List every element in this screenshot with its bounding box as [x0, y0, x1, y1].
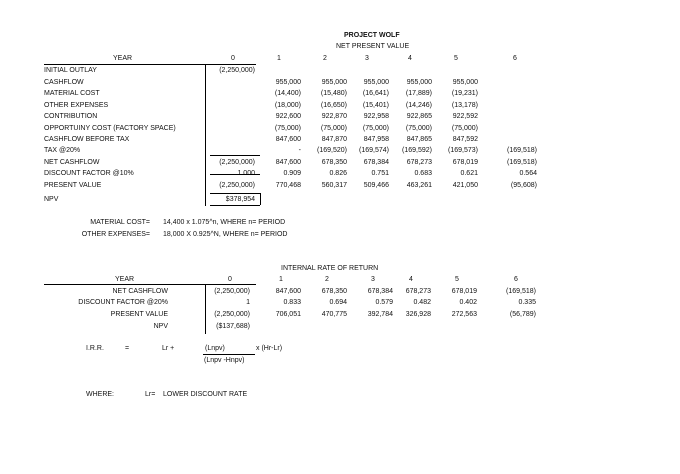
npv-row-label: CASHFLOW — [44, 79, 84, 86]
irr-formula-denominator: (Lnpv -Hnpv) — [204, 357, 245, 364]
irr-cell: 470,775 — [321, 311, 347, 318]
npv-row-label: DISCOUNT FACTOR @10% — [44, 170, 134, 177]
npv-cell: 847,865 — [406, 136, 432, 143]
npv-subtitle: NET PRESENT VALUE — [336, 43, 410, 50]
irr-cell: 1 — [246, 299, 250, 306]
irr-cell: 0.335 — [518, 299, 536, 306]
npv-cell: (75,000) — [451, 125, 478, 132]
irr-cell: 0.402 — [459, 299, 477, 306]
npv-cell: (169,518) — [507, 147, 537, 154]
npv-cell: 463,261 — [406, 182, 432, 189]
npv-cell: 955,000 — [275, 79, 301, 86]
npv-year-label: YEAR — [113, 55, 133, 62]
npv-cell: (15,401) — [362, 102, 389, 109]
npv-cell: 509,466 — [363, 182, 389, 189]
npv-year-6: 6 — [513, 55, 517, 62]
npv-row-label: OTHER EXPENSES — [44, 102, 109, 109]
npv-year-4: 4 — [408, 55, 412, 62]
npv-row-label: INITIAL OUTLAY — [44, 67, 97, 74]
npv-year-1: 1 — [277, 55, 281, 62]
irr-cell: 0.482 — [413, 299, 431, 306]
npv-total-bottom-rule — [210, 205, 260, 206]
npv-cell: 847,870 — [321, 136, 347, 143]
npv-present-value-rule — [210, 174, 260, 175]
npv-row-label: PRESENT VALUE — [44, 182, 102, 189]
npv-cell: (75,000) — [405, 125, 432, 132]
irr-cell: 678,384 — [367, 288, 393, 295]
irr-cell: 0.833 — [283, 299, 301, 306]
npv-cell: 922,865 — [406, 113, 432, 120]
npv-total-right-rule — [260, 193, 261, 205]
irr-cell: 847,600 — [275, 288, 301, 295]
npv-cell: - — [298, 147, 301, 154]
irr-cell: 272,563 — [451, 311, 477, 318]
npv-cell: 0.621 — [460, 170, 478, 177]
irr-title: INTERNAL RATE OF RETURN — [281, 265, 379, 272]
npv-cell: 0.564 — [519, 170, 537, 177]
irr-cell: 326,928 — [405, 311, 431, 318]
npv-cell: (15,480) — [320, 90, 347, 97]
where-label: WHERE: — [86, 391, 114, 398]
npv-year-5: 5 — [454, 55, 458, 62]
irr-cell: 0.579 — [375, 299, 393, 306]
npv-cell: (169,518) — [507, 159, 537, 166]
npv-row-label: MATERIAL COST — [44, 90, 100, 97]
irr-year-0: 0 — [228, 276, 232, 283]
irr-year-1: 1 — [279, 276, 283, 283]
irr-formula-multiplier: x (Hr-Lr) — [256, 345, 283, 352]
irr-header-rule — [44, 284, 256, 285]
npv-cell: (2,250,000) — [219, 182, 255, 189]
irr-cell: 0.694 — [329, 299, 347, 306]
npv-cell: (75,000) — [320, 125, 347, 132]
irr-cell: 392,784 — [367, 311, 393, 318]
irr-year-4: 4 — [409, 276, 413, 283]
irr-cell: 706,051 — [275, 311, 301, 318]
npv-cell: 678,019 — [452, 159, 478, 166]
npv-cell: (14,246) — [405, 102, 432, 109]
irr-year-6: 6 — [514, 276, 518, 283]
npv-header-rule — [44, 64, 256, 65]
npv-cell: (75,000) — [274, 125, 301, 132]
where-text: LOWER DISCOUNT RATE — [163, 391, 248, 398]
irr-formula-lr-plus: Lr + — [162, 345, 175, 352]
npv-cell: 0.683 — [414, 170, 432, 177]
npv-year-3: 3 — [365, 55, 369, 62]
npv-cell: (13,178) — [451, 102, 478, 109]
note-other-expenses-label: OTHER EXPENSES= — [81, 231, 150, 238]
npv-cell: 770,468 — [275, 182, 301, 189]
npv-cell: 922,958 — [363, 113, 389, 120]
irr-row-label: DISCOUNT FACTOR @20% — [78, 299, 168, 306]
npv-net-cashflow-rule — [210, 155, 260, 156]
npv-cell: (169,520) — [317, 147, 347, 154]
irr-row-label: PRESENT VALUE — [110, 311, 168, 318]
npv-row-label: OPPORTUINY COST (FACTORY SPACE) — [44, 125, 176, 132]
irr-cell: ($137,688) — [216, 323, 250, 330]
npv-total-rule — [210, 193, 260, 194]
npv-cell: (95,608) — [510, 182, 537, 189]
irr-formula-label: I.R.R. — [86, 345, 104, 352]
npv-cell: (16,650) — [320, 102, 347, 109]
npv-cell: 955,000 — [452, 79, 478, 86]
npv-cell: 955,000 — [406, 79, 432, 86]
irr-year-2: 2 — [325, 276, 329, 283]
npv-cell: 922,600 — [275, 113, 301, 120]
npv-title: PROJECT WOLF — [344, 32, 400, 39]
irr-formula-equals: = — [125, 345, 130, 352]
irr-row-label: NET CASHFLOW — [112, 288, 168, 295]
npv-row-label: CASHFLOW BEFORE TAX — [44, 136, 130, 143]
npv-row-label: NPV — [44, 196, 59, 203]
irr-cell: (169,518) — [506, 288, 536, 295]
npv-cell: (16,641) — [362, 90, 389, 97]
irr-year-3: 3 — [371, 276, 375, 283]
npv-cell: (17,889) — [405, 90, 432, 97]
irr-fraction-bar — [203, 354, 255, 355]
npv-cell: 0.751 — [371, 170, 389, 177]
npv-cell: 847,592 — [452, 136, 478, 143]
npv-row-label: NET CASHFLOW — [44, 159, 100, 166]
npv-cell: 678,384 — [363, 159, 389, 166]
irr-cell: (2,250,000) — [214, 311, 250, 318]
irr-row-label: NPV — [153, 323, 168, 330]
npv-cell: 847,600 — [275, 136, 301, 143]
npv-cell: 678,350 — [321, 159, 347, 166]
npv-cell: 678,273 — [406, 159, 432, 166]
npv-cell: 847,958 — [363, 136, 389, 143]
npv-row-label: CONTRIBUTION — [44, 113, 98, 120]
note-other-expenses-text: 18,000 X 0.925^N, WHERE n= PERIOD — [163, 231, 288, 238]
note-material-label: MATERIAL COST= — [90, 219, 150, 226]
npv-cell: 847,600 — [275, 159, 301, 166]
irr-cell: 678,019 — [451, 288, 477, 295]
npv-year-2: 2 — [323, 55, 327, 62]
npv-year-0: 0 — [231, 55, 235, 62]
irr-year-label: YEAR — [115, 276, 135, 283]
npv-cell: (19,231) — [451, 90, 478, 97]
npv-cell: (169,574) — [359, 147, 389, 154]
npv-cell: (169,573) — [448, 147, 478, 154]
npv-cell: 421,050 — [452, 182, 478, 189]
where-key: Lr= — [145, 391, 156, 398]
irr-formula-numerator: (Lnpv) — [205, 345, 225, 352]
npv-cell: 1.000 — [237, 170, 255, 177]
irr-cell: (56,789) — [509, 311, 536, 318]
npv-cell: 922,592 — [452, 113, 478, 120]
irr-cell: 678,273 — [405, 288, 431, 295]
note-material-text: 14,400 x 1.075^n, WHERE n= PERIOD — [163, 219, 286, 226]
npv-cell: (75,000) — [362, 125, 389, 132]
npv-cell: 955,000 — [321, 79, 347, 86]
npv-cell: 0.826 — [329, 170, 347, 177]
npv-cell: 560,317 — [321, 182, 347, 189]
irr-cell: 678,350 — [321, 288, 347, 295]
irr-year-5: 5 — [455, 276, 459, 283]
npv-cell: 922,870 — [321, 113, 347, 120]
npv-cell: (169,592) — [402, 147, 432, 154]
npv-cell: (2,250,000) — [219, 67, 255, 74]
irr-cell: (2,250,000) — [214, 288, 250, 295]
npv-cell: (18,000) — [274, 102, 301, 109]
npv-cell: (2,250,000) — [219, 159, 255, 166]
npv-row-label: TAX @20% — [44, 147, 81, 154]
npv-cell: $378,954 — [225, 196, 255, 203]
npv-cell: (14,400) — [274, 90, 301, 97]
npv-cell: 0.909 — [283, 170, 301, 177]
npv-cell: 955,000 — [363, 79, 389, 86]
